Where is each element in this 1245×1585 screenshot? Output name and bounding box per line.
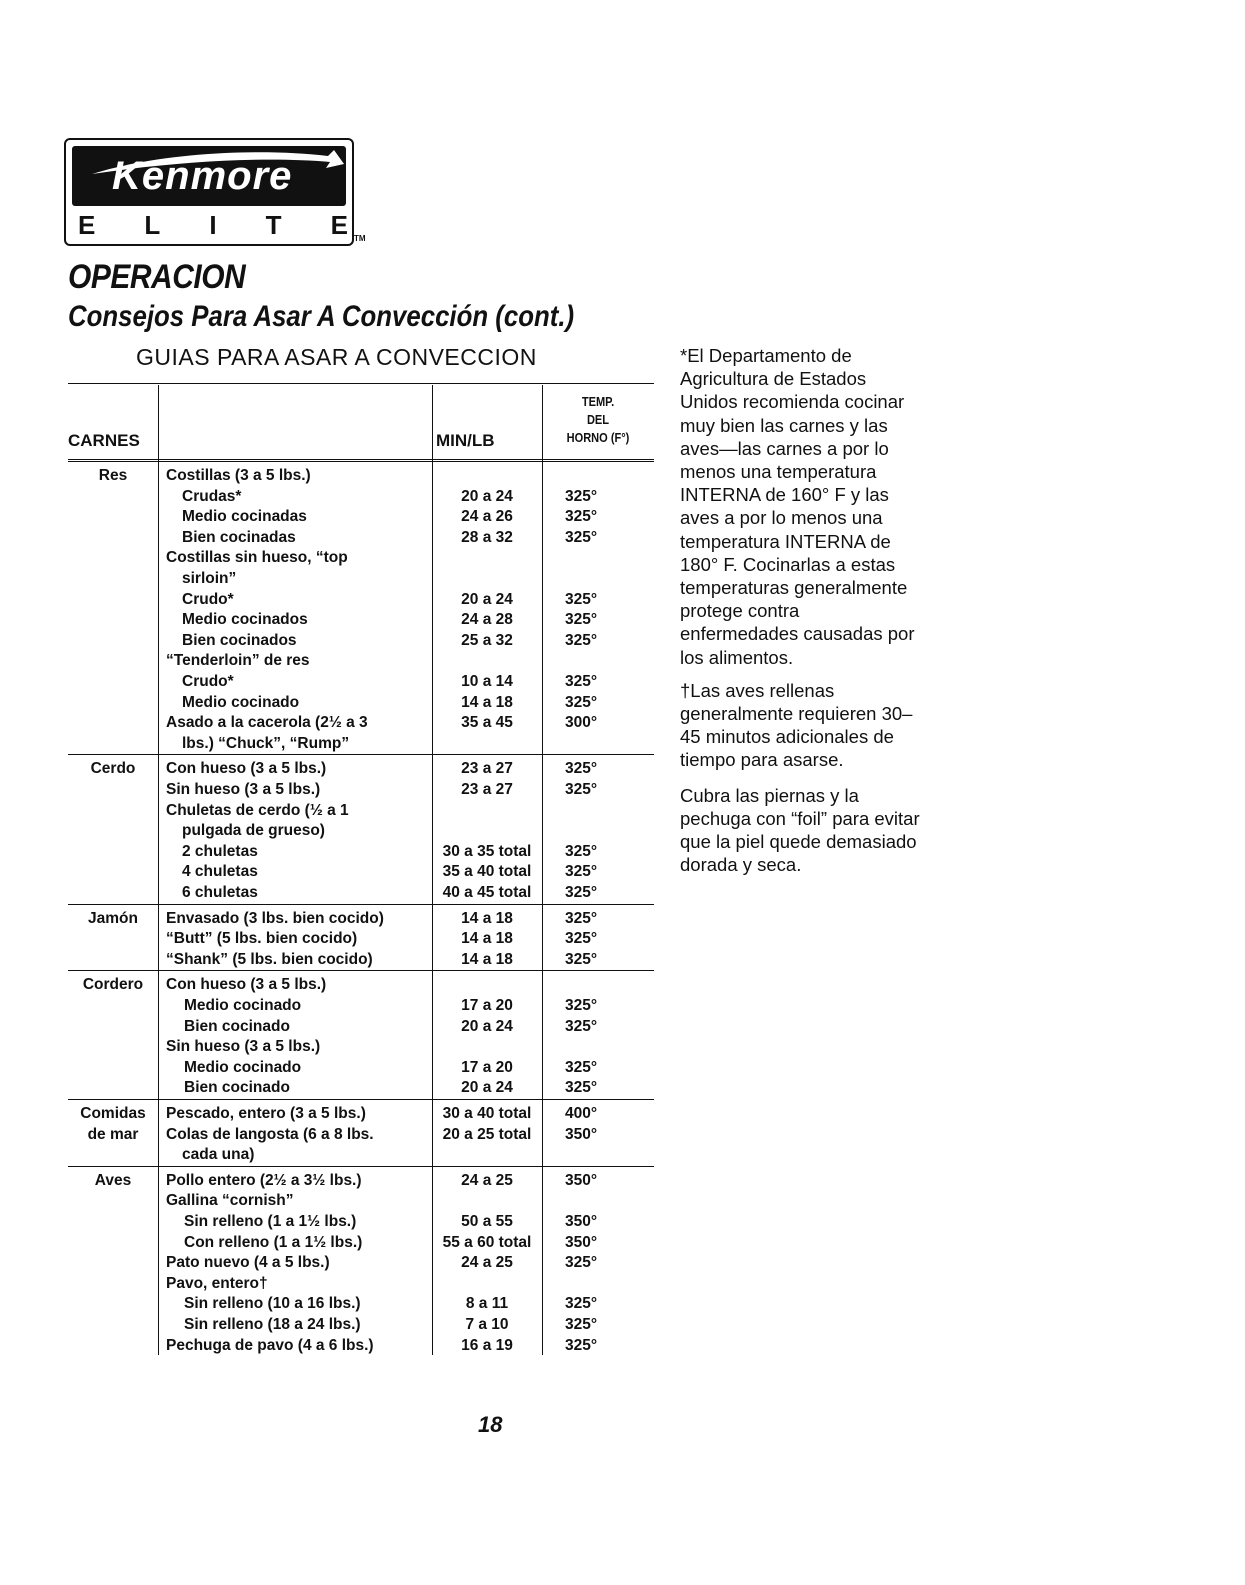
min-per-lb: 20 a 24 [461, 1079, 513, 1097]
group-name-line: Comidas [80, 1105, 146, 1122]
cut-description: Bien cocinado [184, 1017, 290, 1035]
cut-description: “Shank” (5 lbs. bien cocido) [166, 950, 373, 968]
logo-letter: T [265, 210, 282, 240]
table-row [68, 779, 654, 800]
min-per-lb: 17 a 20 [461, 997, 513, 1014]
min-per-lb: 16 a 19 [461, 1336, 513, 1354]
oven-temp: 325° [565, 528, 598, 546]
table-row [68, 882, 654, 903]
cut-description: sirloin” [182, 570, 237, 587]
cut-description: Asado a la cacerola (2½ a 3 [166, 714, 368, 732]
group-name-line: Jamón [88, 909, 138, 927]
oven-temp: 325° [565, 997, 598, 1014]
min-per-lb: 17 a 20 [461, 1058, 513, 1076]
min-per-lb: 40 a 45 total [442, 884, 532, 901]
header-temp-line: HORNO (F°) [566, 430, 630, 445]
oven-temp: 325° [565, 1079, 598, 1097]
cut-description: Bien cocinadas [182, 528, 296, 546]
table-row [68, 733, 654, 754]
group-rule [68, 970, 654, 971]
logo-letter: I [209, 210, 217, 240]
oven-temp: 325° [565, 1254, 598, 1272]
min-per-lb: 8 a 11 [465, 1295, 509, 1313]
header-min-lb: MIN/LB [436, 431, 495, 450]
min-per-lb: 35 a 40 total [442, 863, 532, 881]
cut-description: Sin relleno (10 a 16 lbs.) [184, 1295, 361, 1313]
cut-description: Sin hueso (3 a 5 lbs.) [166, 1038, 321, 1056]
table-row [68, 589, 654, 610]
oven-temp: 400° [565, 1105, 598, 1122]
logo-letter: L [144, 210, 161, 240]
cut-description: Sin relleno (18 a 24 lbs.) [184, 1316, 361, 1333]
table-row [68, 465, 654, 486]
oven-temp: 350° [565, 1125, 598, 1143]
cut-description: Medio cocinado [184, 1058, 302, 1076]
logo-sub [78, 210, 348, 241]
table-row [68, 1057, 654, 1078]
table-row [68, 1170, 654, 1191]
cut-description: Con hueso (3 a 5 lbs.) [166, 760, 327, 778]
logo-brand: Kenmore [112, 154, 293, 198]
oven-temp: 325° [565, 781, 598, 798]
group-name-line: de mar [87, 1126, 139, 1143]
cut-description: Pescado, entero (3 a 5 lbs.) [166, 1105, 366, 1122]
cut-description: Pato nuevo (4 a 5 lbs.) [166, 1254, 330, 1272]
group-rule [68, 1099, 654, 1100]
cut-description: Envasado (3 lbs. bien cocido) [166, 909, 384, 927]
table-row [68, 671, 654, 692]
min-per-lb: 14 a 18 [461, 909, 513, 927]
cut-description: Con relleno (1 a 1½ lbs.) [184, 1233, 363, 1251]
min-per-lb: 23 a 27 [461, 781, 513, 798]
min-per-lb: 55 a 60 total [442, 1233, 532, 1251]
oven-temp: 325° [565, 611, 598, 629]
min-per-lb: 24 a 25 [461, 1254, 513, 1272]
table-row [68, 1016, 654, 1037]
table-row [68, 1144, 654, 1165]
table-row [68, 486, 654, 507]
note-stuffed-poultry: †Las aves rellenas generalmente requieren 30–45 minutos adicionales de tiempo para asarse. [680, 679, 913, 771]
min-per-lb: 23 a 27 [461, 760, 513, 778]
group-rule [68, 904, 654, 905]
table-row [68, 630, 654, 651]
group-name-line: Res [98, 467, 128, 484]
table-row [68, 974, 654, 995]
cut-description: 6 chuletas [182, 884, 258, 901]
table-title: GUIAS PARA ASAR A CONVECCION [136, 344, 537, 370]
cut-description: Bien cocinado [184, 1079, 290, 1097]
oven-temp: 325° [565, 842, 598, 860]
table-row [68, 712, 654, 733]
group-name-line: Cerdo [90, 760, 136, 778]
cut-description: Bien cocinados [182, 631, 297, 649]
header-carnes: CARNES [68, 431, 140, 450]
header-temp-line: TEMP. [581, 394, 615, 409]
table-row [68, 527, 654, 548]
table-row [68, 949, 654, 970]
group-name-line: Cordero [82, 976, 144, 994]
group-rule [68, 754, 654, 755]
cut-description: Sin relleno (1 a 1½ lbs.) [184, 1213, 357, 1230]
header-rule [68, 459, 654, 460]
side-notes [680, 344, 920, 886]
cut-description: Medio cocinado [184, 997, 302, 1014]
table-row [68, 758, 654, 779]
min-per-lb: 20 a 24 [461, 590, 513, 608]
logo-letter: E [78, 210, 96, 240]
oven-temp: 325° [565, 1336, 598, 1354]
oven-temp: 350° [565, 1233, 598, 1251]
min-per-lb: 24 a 28 [461, 611, 513, 629]
page-title: OPERACION [68, 258, 246, 296]
oven-temp: 325° [565, 1316, 598, 1333]
note-foil: Cubra las piernas y la pechuga con “foil” para evitar que la piel quede demasiado dorada y seca. [680, 784, 920, 876]
group-rule [68, 1166, 654, 1167]
table-row [68, 908, 654, 929]
min-per-lb: 30 a 40 total [442, 1105, 532, 1122]
min-per-lb: 20 a 24 [461, 1017, 513, 1035]
cut-description: Costillas (3 a 5 lbs.) [166, 467, 311, 484]
logo-letter: E [330, 210, 348, 240]
min-per-lb: 14 a 18 [461, 950, 513, 968]
group-rule [68, 461, 654, 462]
min-per-lb: 28 a 32 [461, 528, 513, 546]
table-row [68, 995, 654, 1016]
cut-description: “Tenderloin” de res [166, 652, 310, 670]
table-row [68, 928, 654, 949]
header-temp-line: DEL [586, 412, 610, 427]
table-row [68, 1124, 654, 1145]
page-number: 18 [478, 1412, 503, 1437]
min-per-lb: 24 a 26 [461, 508, 513, 526]
table-row [68, 861, 654, 882]
table-row [68, 1252, 654, 1273]
table-row [68, 1232, 654, 1253]
table-row [68, 1211, 654, 1232]
table-row [68, 1077, 654, 1098]
cut-description: Sin hueso (3 a 5 lbs.) [166, 781, 321, 798]
min-per-lb: 20 a 24 [461, 487, 513, 505]
table-row [68, 1293, 654, 1314]
cut-description: 2 chuletas [182, 842, 258, 860]
table-row [68, 506, 654, 527]
oven-temp: 325° [565, 950, 598, 968]
cut-description: pulgada de grueso) [182, 822, 325, 840]
cut-description: Medio cocinados [182, 611, 308, 629]
trademark: TM [354, 234, 366, 243]
kenmore-elite-logo [64, 138, 366, 248]
table-row [68, 547, 654, 568]
table-row [68, 609, 654, 630]
oven-temp: 325° [565, 508, 598, 526]
header-temp [550, 393, 645, 447]
table-row [68, 1335, 654, 1356]
cut-description: lbs.) “Chuck”, “Rump” [182, 734, 350, 752]
cut-description: Costillas sin hueso, “top [166, 549, 348, 567]
table-row [68, 1273, 654, 1294]
oven-temp: 325° [565, 1295, 598, 1313]
table-row [68, 841, 654, 862]
cut-description: “Butt” (5 lbs. bien cocido) [166, 930, 358, 948]
cut-description: Medio cocinadas [182, 508, 307, 526]
oven-temp: 325° [565, 590, 598, 608]
oven-temp: 325° [565, 909, 598, 927]
oven-temp: 325° [565, 673, 598, 690]
cut-description: cada una) [182, 1146, 255, 1164]
cut-description: Chuletas de cerdo (½ a 1 [166, 801, 349, 819]
table-row [68, 568, 654, 589]
column-rule [158, 385, 159, 1355]
table-row [68, 1036, 654, 1057]
oven-temp: 350° [565, 1171, 598, 1189]
cut-description: Pechuga de pavo (4 a 6 lbs.) [166, 1336, 374, 1354]
cut-description: Crudas* [182, 487, 242, 505]
oven-temp: 300° [565, 714, 598, 732]
min-per-lb: 30 a 35 total [442, 842, 532, 860]
min-per-lb: 24 a 25 [461, 1171, 513, 1189]
min-per-lb: 20 a 25 total [442, 1125, 532, 1143]
logo-band [72, 146, 346, 206]
column-rule [432, 385, 433, 1355]
oven-temp: 325° [565, 760, 598, 778]
min-per-lb: 25 a 32 [461, 631, 513, 649]
table-row [68, 1190, 654, 1211]
note-usda: *El Departamento de Agricultura de Estados Unidos recomienda cocinar muy bien las carnes y las aves—las carnes a por lo menos una temperatura INTERNA de 160° F y las aves a por lo menos una temperatura INTERNA de 180° F. Cocinarlas a estas temperaturas generalmente protege contra enfermedades causadas por los alimentos. [680, 345, 915, 668]
table-row [68, 820, 654, 841]
table-top-rule [68, 383, 654, 384]
cut-description: Crudo* [182, 590, 234, 608]
oven-temp: 325° [565, 863, 598, 881]
min-per-lb: 10 a 14 [461, 673, 513, 690]
cut-description: Medio cocinado [182, 693, 300, 711]
cut-description: Pollo entero (2½ a 3½ lbs.) [166, 1171, 362, 1189]
oven-temp: 325° [565, 631, 598, 649]
min-per-lb: 50 a 55 [461, 1213, 513, 1230]
column-rule [542, 385, 543, 1355]
cut-description: Con hueso (3 a 5 lbs.) [166, 976, 327, 994]
oven-temp: 350° [565, 1213, 598, 1230]
cut-description: Gallina “cornish” [166, 1192, 294, 1210]
table-row [68, 800, 654, 821]
min-per-lb: 14 a 18 [461, 930, 513, 948]
table-row [68, 1103, 654, 1124]
cut-description: Pavo, entero† [166, 1274, 268, 1292]
cut-description: Colas de langosta (6 a 8 lbs. [166, 1125, 374, 1143]
oven-temp: 325° [565, 1058, 598, 1076]
cut-description: 4 chuletas [182, 863, 258, 881]
table-row [68, 1314, 654, 1335]
cut-description: Crudo* [182, 673, 234, 690]
oven-temp: 325° [565, 487, 598, 505]
oven-temp: 325° [565, 693, 598, 711]
group-name-line: Aves [94, 1171, 132, 1189]
table-row [68, 692, 654, 713]
min-per-lb: 14 a 18 [461, 693, 513, 711]
min-per-lb: 7 a 10 [465, 1316, 509, 1333]
oven-temp: 325° [565, 1017, 598, 1035]
table-row [68, 650, 654, 671]
page-subtitle: Consejos Para Asar A Convección (cont.) [68, 300, 575, 333]
oven-temp: 325° [565, 930, 598, 948]
min-per-lb: 35 a 45 [461, 714, 513, 732]
oven-temp: 325° [565, 884, 598, 901]
